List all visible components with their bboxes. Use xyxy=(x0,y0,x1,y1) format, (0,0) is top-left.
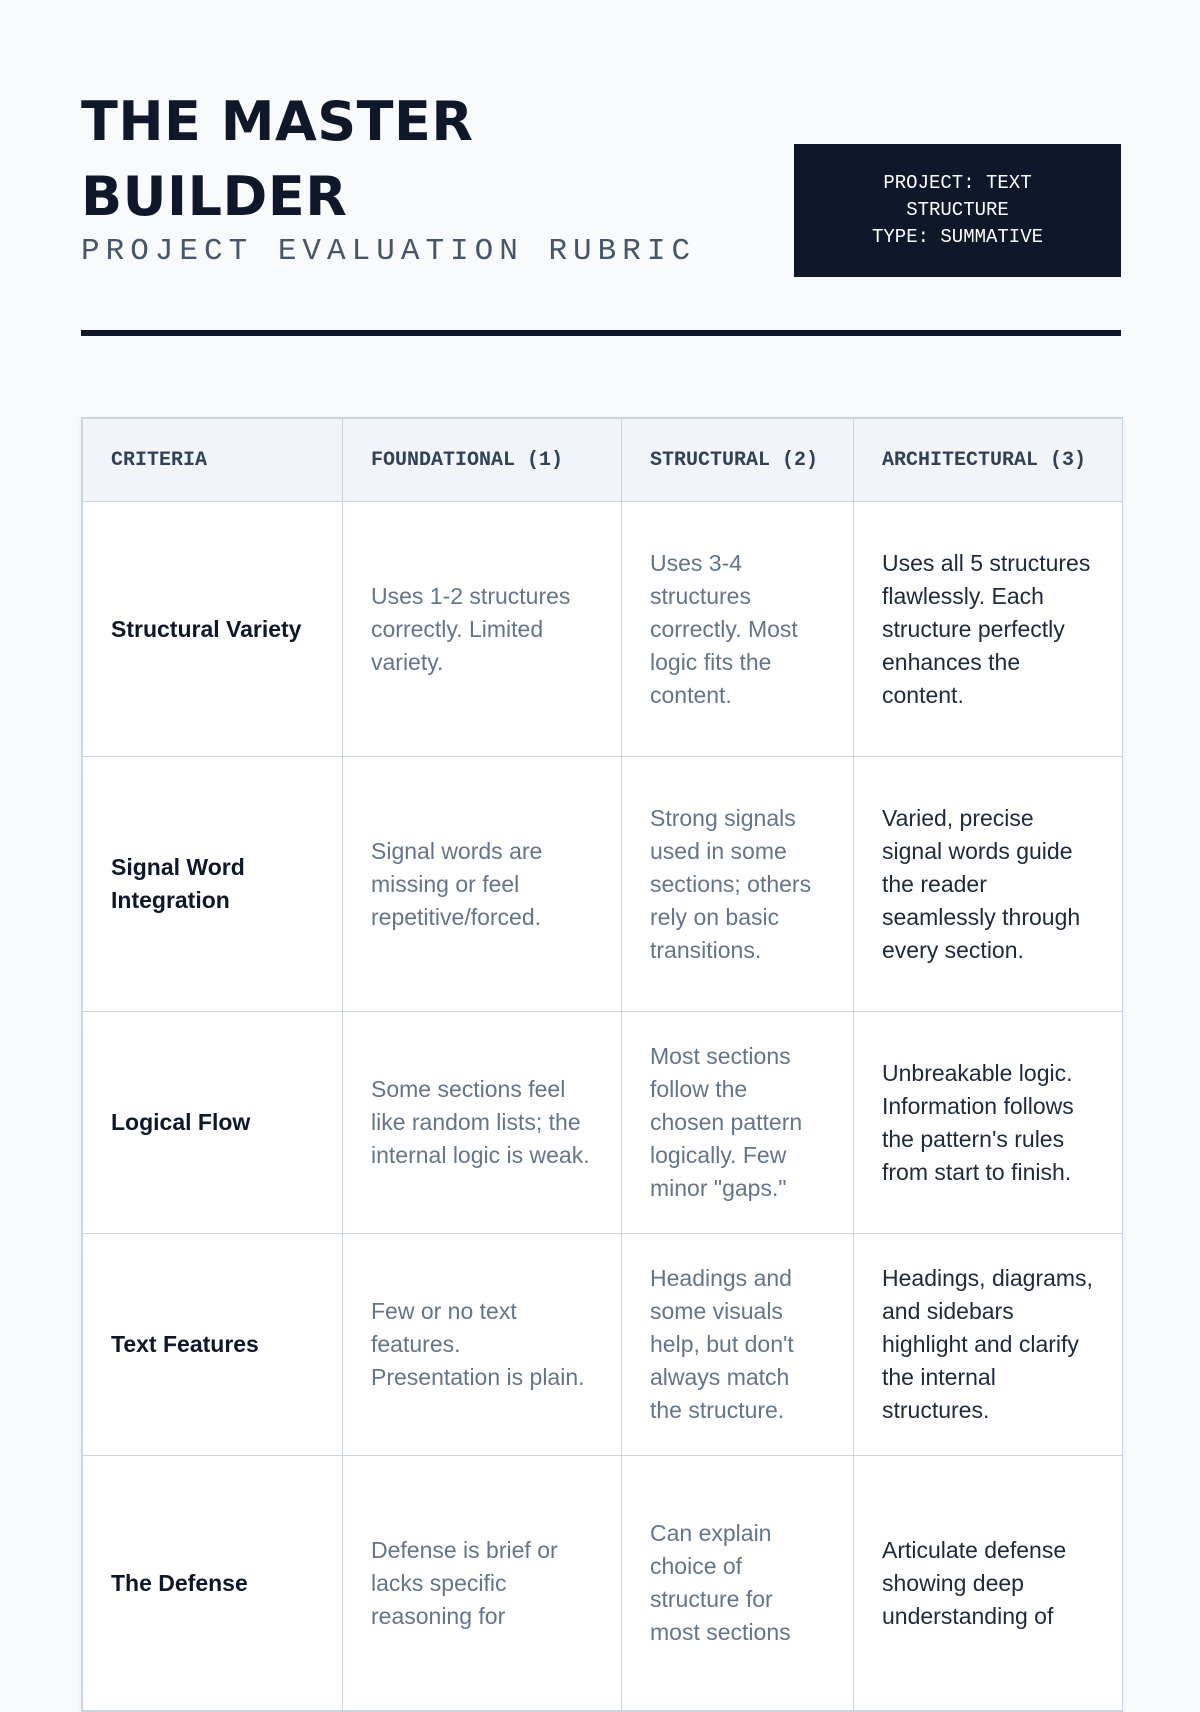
criterion-cell: The Defense xyxy=(83,1456,343,1711)
table-header-row xyxy=(83,419,1123,502)
criterion-cell: Logical Flow xyxy=(83,1012,343,1234)
table-row xyxy=(83,1234,1123,1456)
table-row xyxy=(83,502,1123,757)
foundational-cell: Signal words are missing or feel repetitive/forced. xyxy=(343,757,622,1012)
page-title: THE MASTER BUILDER xyxy=(81,90,474,228)
foundational-cell: Defense is brief or lacks specific reasoning for xyxy=(343,1456,622,1711)
header-foundational: FOUNDATIONAL (1) xyxy=(343,419,622,502)
meta-type: TYPE: SUMMATIVE xyxy=(871,226,1044,248)
rubric-table-container xyxy=(81,417,1123,1712)
criterion-cell: Structural Variety xyxy=(83,502,343,757)
table-row xyxy=(83,1012,1123,1234)
structural-cell: Most sections follow the chosen pattern logically. Few minor "gaps." xyxy=(622,1012,854,1234)
table-row xyxy=(83,757,1123,1012)
page-subtitle: PROJECT EVALUATION RUBRIC xyxy=(81,234,697,269)
architectural-cell: Varied, precise signal words guide the reader seamlessly through every section. xyxy=(854,757,1123,1012)
header-divider xyxy=(81,330,1121,336)
architectural-cell: Unbreakable logic. Information follows the pattern's rules from start to finish. xyxy=(854,1012,1123,1234)
architectural-cell: Uses all 5 structures flawlessly. Each structure perfectly enhances the content. xyxy=(854,502,1123,757)
foundational-cell: Some sections feel like random lists; the internal logic is weak. xyxy=(343,1012,622,1234)
foundational-cell: Uses 1-2 structures correctly. Limited variety. xyxy=(343,502,622,757)
structural-cell: Uses 3-4 structures correctly. Most logic fits the content. xyxy=(622,502,854,757)
header-structural: STRUCTURAL (2) xyxy=(622,419,854,502)
structural-cell: Can explain choice of structure for most sections xyxy=(622,1456,854,1711)
structural-cell: Headings and some visuals help, but don't always match the structure. xyxy=(622,1234,854,1456)
structural-cell: Strong signals used in some sections; others rely on basic transitions. xyxy=(622,757,854,1012)
rubric-table xyxy=(82,418,1123,1711)
architectural-cell: Headings, diagrams, and sidebars highlight and clarify the internal structures. xyxy=(854,1234,1123,1456)
header-architectural: ARCHITECTURAL (3) xyxy=(854,419,1123,502)
criterion-cell: Text Features xyxy=(83,1234,343,1456)
foundational-cell: Few or no text features. Presentation is plain. xyxy=(343,1234,622,1456)
architectural-cell: Articulate defense showing deep understanding of xyxy=(854,1456,1123,1711)
criterion-cell: Signal Word Integration xyxy=(83,757,343,1012)
project-meta-box xyxy=(794,144,1121,277)
table-row xyxy=(83,1456,1123,1711)
header-criteria: CRITERIA xyxy=(83,419,343,502)
meta-project: PROJECT: TEXT STRUCTURE xyxy=(883,172,1032,221)
page-header xyxy=(81,84,1121,284)
